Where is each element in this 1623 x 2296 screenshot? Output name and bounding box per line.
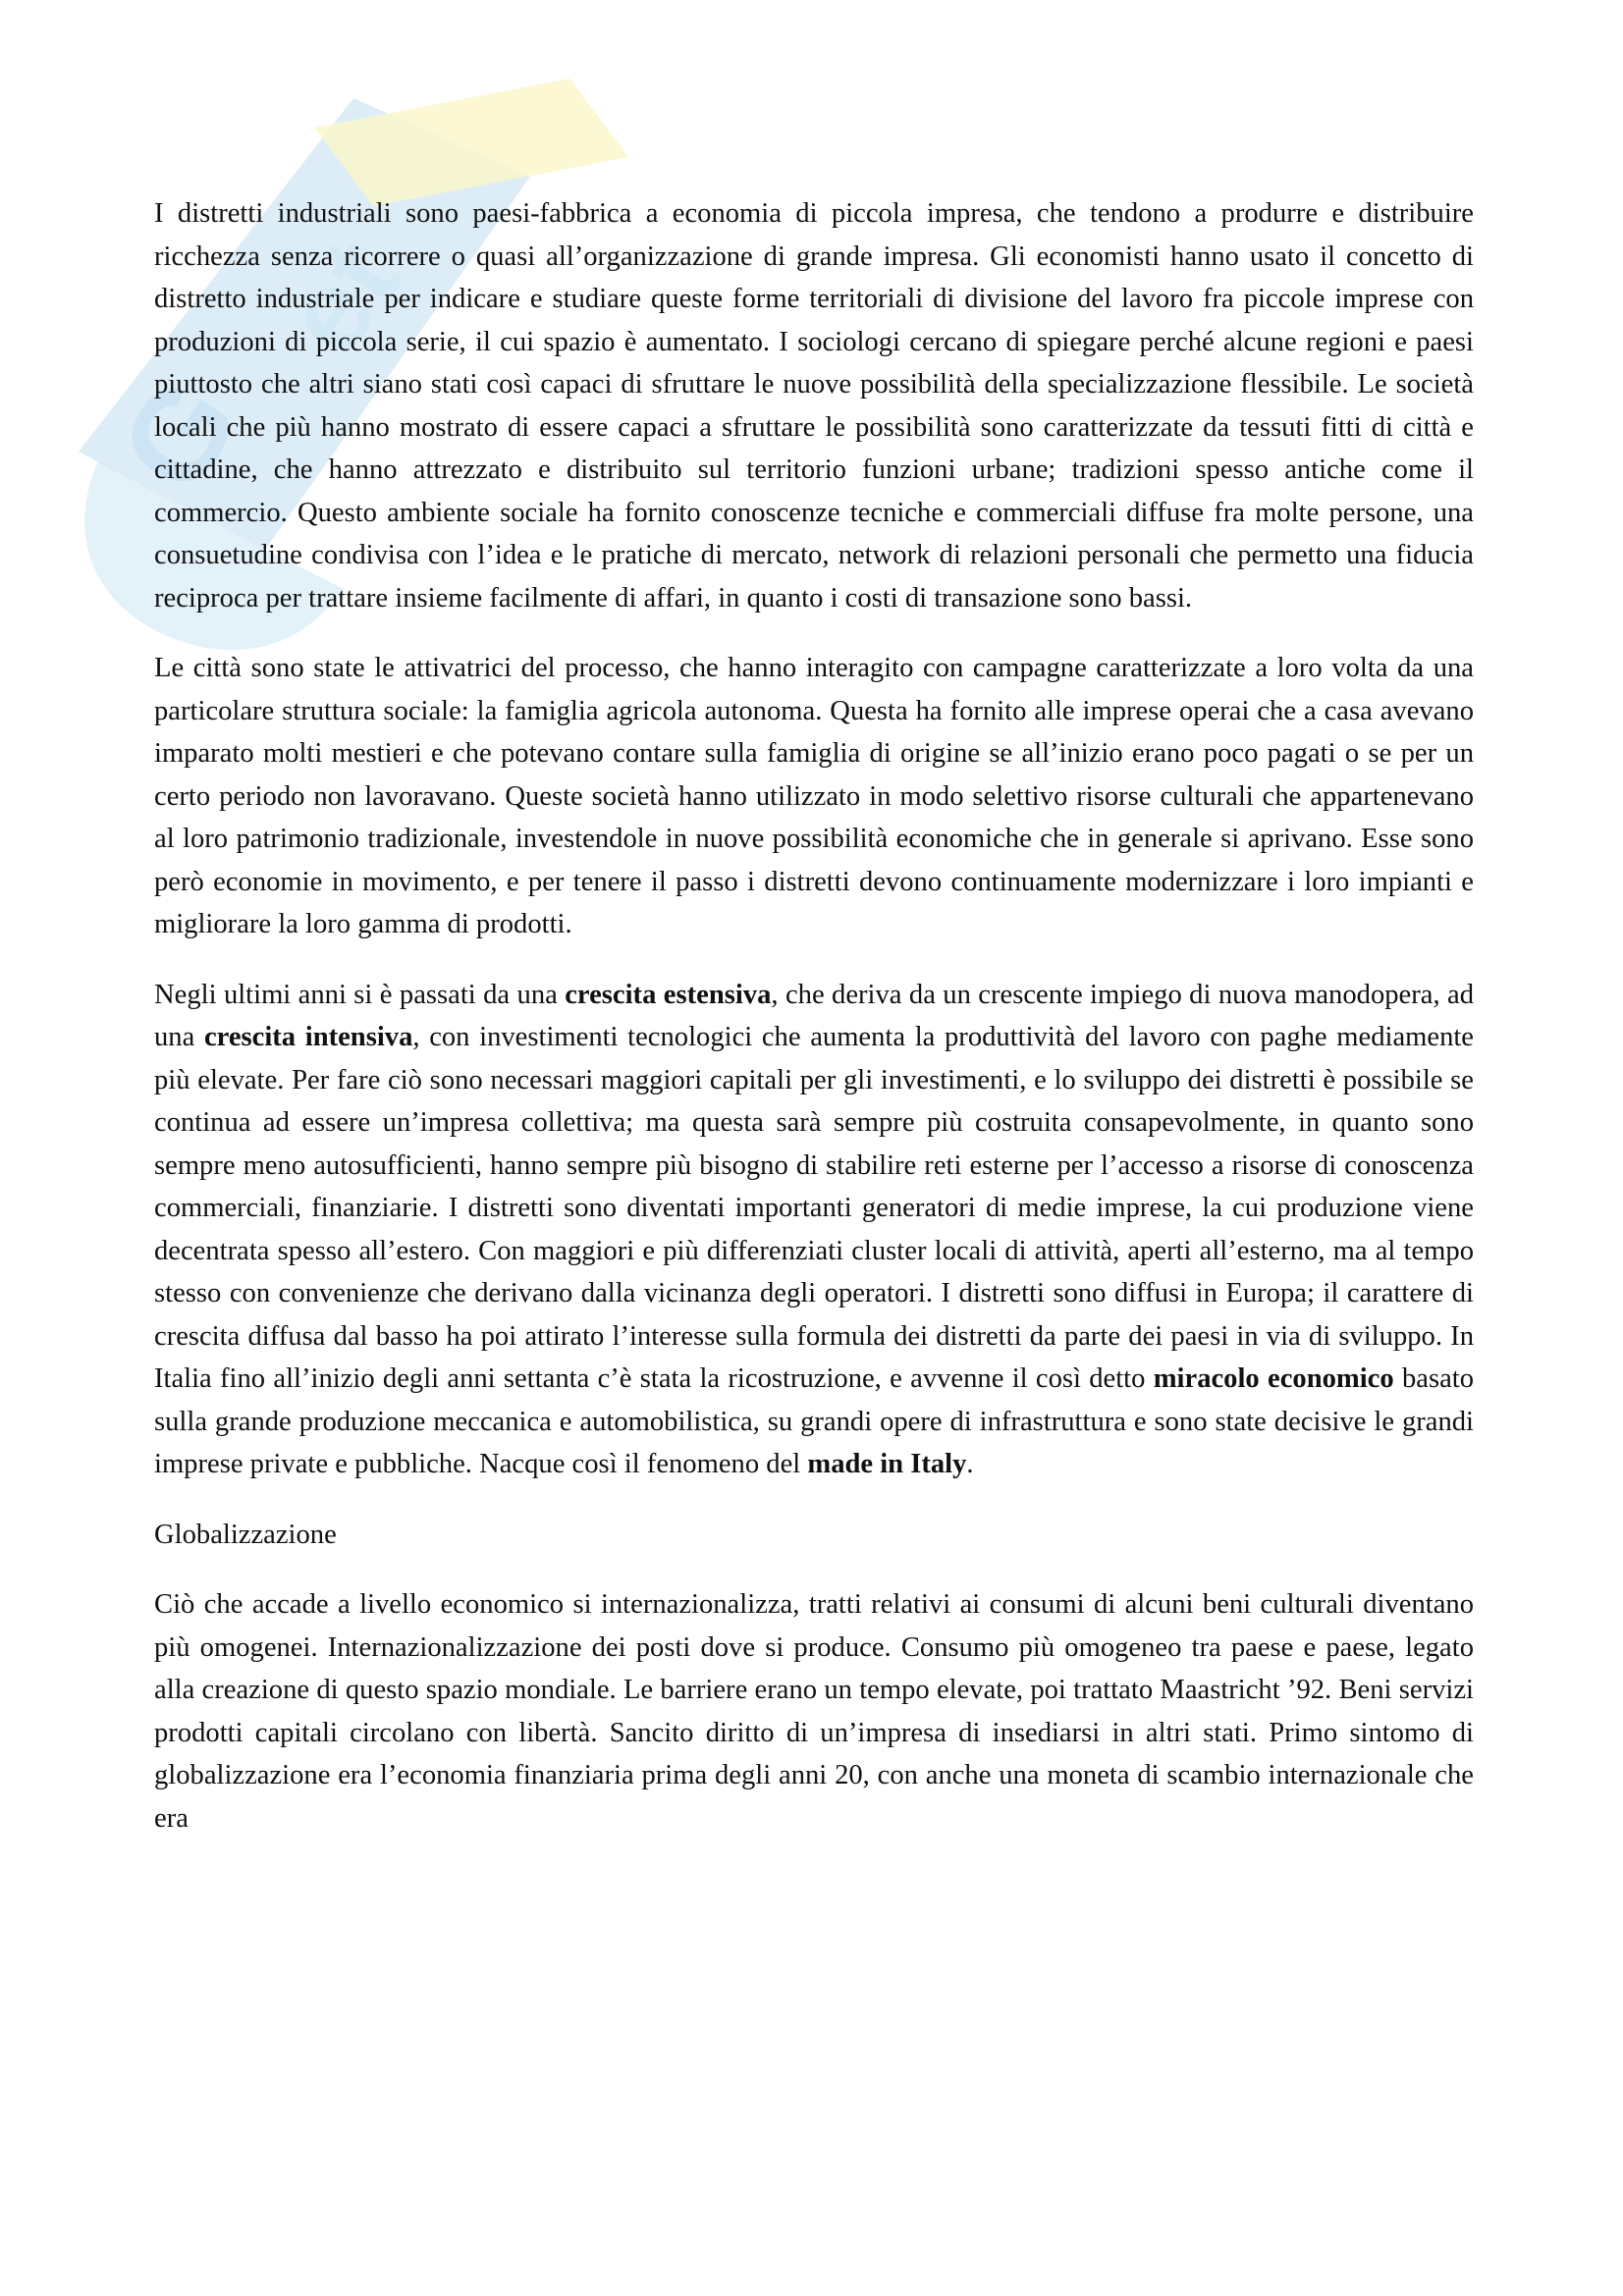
paragraph-text: basato sulla grande produzione meccanica e automobilistica, su grandi opere di infrastruttura e sono state decisive le grandi imprese private e pubbliche. Nacque così il fenomeno del [154,1363,1475,1479]
paragraph-text: Negli ultimi anni si è passati da una [154,979,566,1010]
paragraph-citta-attivatrici: Le città sono state le attivatrici del processo, che hanno interagito con campagne caratterizzate a loro volta da una particolare struttura sociale: la famiglia agricola autonoma. Questa ha fornito alle imprese operai che a casa avevano imparato molti mestieri e che potevano contare sulla famiglia di origine se all’inizio erano poco pagati o se per un certo periodo non lavoravano. Queste società hanno utilizzato in modo selettivo risorse culturali che appartenevano al loro patrimonio tradizionale, investendole in nuove possibilità economiche che in generale si aprivano. Esse sono però economie in movimento, e per tenere il passo i distretti devono continuamente modernizzare i loro impianti e migliorare la loro gamma di prodotti. [154,653,1474,939]
svg-text:et: et [256,216,425,378]
section-heading-globalizzazione: Globalizzazione [154,1519,337,1550]
bold-term: crescita estensiva [565,979,772,1010]
paragraph-text: . [966,1449,974,1479]
svg-text:G: G [91,352,266,517]
paragraph-distretti-industriali: I distretti industriali sono paesi-fabbrica a economia di piccola impresa, che tendono a produrre e distribuire ricchezza senza ricorrere o quasi all’organizzazione di grande impresa. Gli economisti hanno usato il concetto di distretto industriale per indicare e studiare queste forme territoriali di divisione del lavoro fra piccole imprese con produzioni di piccola serie, il cui spazio è aumentato. I sociologi cercano di spiegare perché alcune regioni e paesi piuttosto che altri siano stati così capaci di sfruttare le nuove possibilità della specializzazione flessibile. Le società locali che più hanno mostrato di essere capaci a sfruttare le possibilità sono caratterizzate da tessuti fitti di città e cittadine, che hanno attrezzato e distribuito sul territorio funzioni urbane; tradizioni spesso antiche come il commercio. Questo ambiente sociale ha fornito conoscenze tecniche e commerciali diffuse fra molte persone, una consuetudine condivisa con l’idea e le pratiche di mercato, network di relazioni personali che permetto una fiducia reciproca per trattare insieme facilmente di affari, in quanto i costi di transazione sono bassi. [154,198,1474,614]
paragraph-text: , con investimenti tecnologici che aumenta la produttività del lavoro con paghe mediamente più elevate. Per fare ciò sono necessari maggiori capitali per gli investimenti, e lo sviluppo dei distretti è possibile se continua ad essere un’impresa collettiva; ma questa sarà sempre più costruita consapevolmente, in quanto sono sempre meno autosufficienti, hanno sempre più bisogno di stabilire reti esterne per l’accesso a risorse di conoscenza commerciali, finanziarie. I distretti sono diventati importanti generatori di medie imprese, la cui produzione viene decentrata spesso all’estero. Con maggiori e più differenziati cluster locali di attività, aperti all’esterno, ma al tempo stesso con convenienze che derivano dalla vicinanza degli operatori. I distretti sono diffusi in Europa; il carattere di crescita diffusa dal basso ha poi attirato l’interesse sulla formula dei distretti da parte dei paesi in via di sviluppo. In Italia fino all’inizio degli anni settanta c’è stata la ricostruzione, e avvenne il così detto [154,1022,1474,1394]
paragraph-crescita [154,974,1474,1486]
bold-term: miracolo economico [1153,1363,1394,1394]
bold-term: made in Italy [807,1449,967,1479]
bold-term: crescita intensiva [203,1022,413,1052]
paragraph-text: , che deriva da un crescente impiego di nuova manodopera, ad una [154,979,1474,1052]
document-body [154,192,1474,1840]
paragraph-globalizzazione: Ciò che accade a livello economico si internazionalizza, tratti relativi ai consumi di alcuni beni culturali diventano più omogenei. Internazionalizzazione dei posti dove si produce. Consumo più omogeneo tra paese e paese, legato alla creazione di questo spazio mondiale. Le barriere erano un tempo elevate, poi trattato Maastricht ’92. Beni servizi prodotti capitali circolano con libertà. Sancito diritto di un’impresa di insediarsi in altri stati. Primo sintomo di globalizzazione era l’economia finanziaria prima degli anni 20, con anche una moneta di scambio internazionale che era [154,1589,1474,1834]
